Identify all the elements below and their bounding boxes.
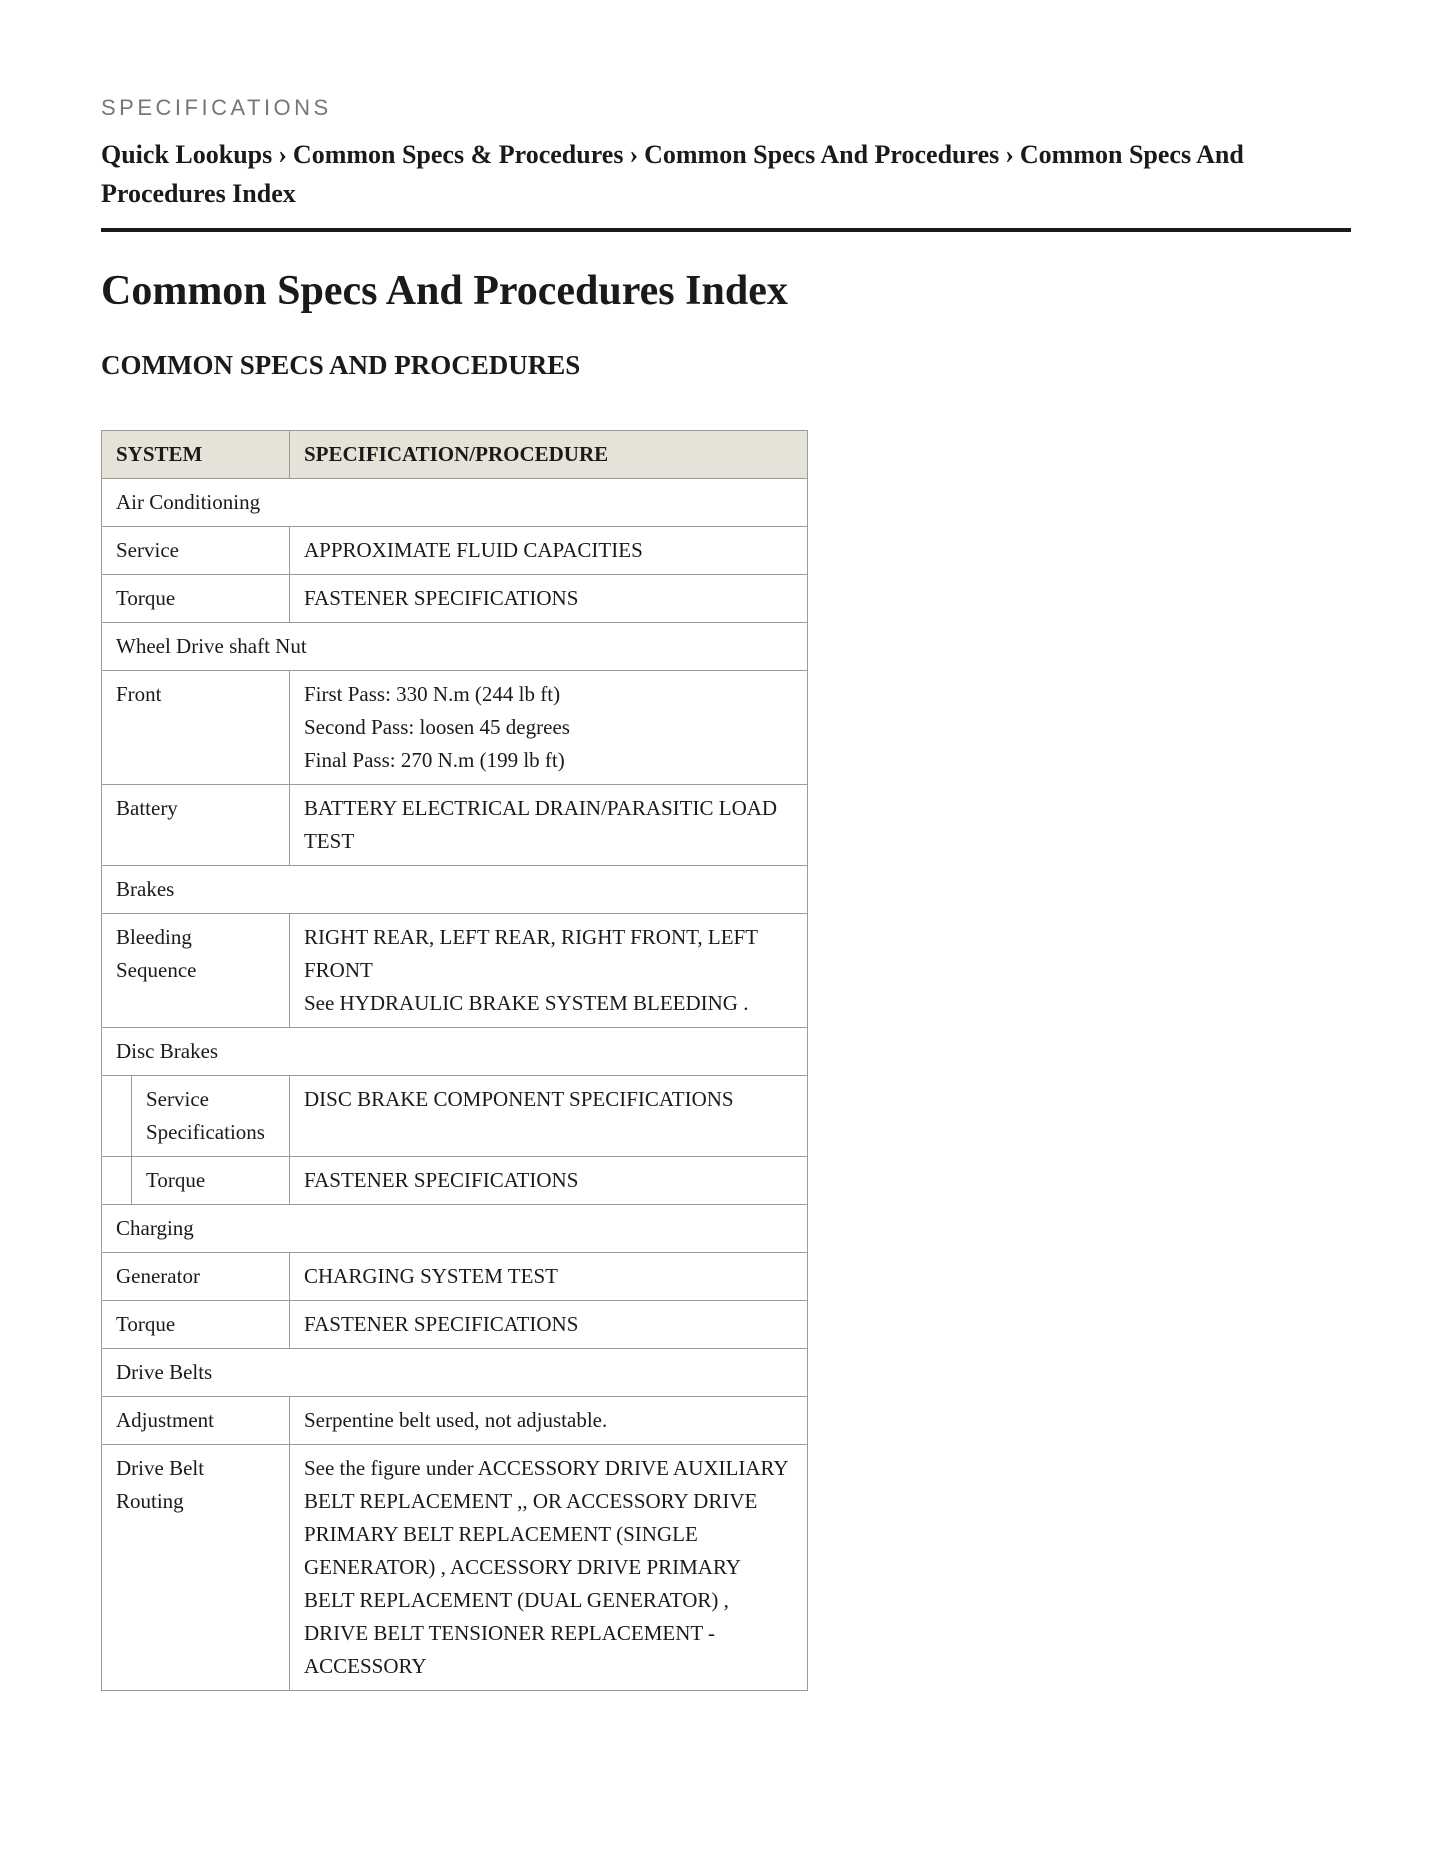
table-row-group [102,866,808,914]
specs-table [101,430,808,1691]
system-cell: Adjustment [102,1397,290,1445]
system-cell: Battery [102,785,290,866]
table-row [102,1253,808,1301]
system-cell: Torque [132,1157,290,1205]
breadcrumb-current: Common Specs And Procedures Index [101,140,1244,208]
spec-line: Serpentine belt used, not adjustable. [303,1408,608,1432]
spec-line: Final Pass: 270 N.m (199 lb ft) [303,748,565,772]
header-divider [101,228,1351,232]
page-subtitle: COMMON SPECS AND PROCEDURES [101,350,581,380]
table-row [102,1445,808,1691]
section-label: SPECIFICATIONS [101,95,332,120]
breadcrumb-item[interactable]: Common Specs And Procedures [644,140,1000,169]
spec-cell [289,671,807,785]
breadcrumb-separator: › [629,140,639,169]
system-cell: Generator [102,1253,290,1301]
system-cell: Torque [102,575,290,623]
table-header-row [102,431,808,479]
table-row [102,1397,808,1445]
indent-cell [102,1076,132,1157]
spec-link[interactable]: FASTENER SPECIFICATIONS [289,1157,807,1205]
spec-link[interactable]: APPROXIMATE FLUID CAPACITIES [289,527,807,575]
table-row-group [102,479,808,527]
breadcrumb-separator: › [278,140,287,169]
table-row-group [102,1349,808,1397]
system-cell: Front [102,671,290,785]
table-row [102,575,808,623]
spec-link[interactable]: CHARGING SYSTEM TEST [289,1253,807,1301]
table-row [102,1301,808,1349]
column-header-spec: SPECIFICATION/PROCEDURE [289,431,807,479]
spec-link[interactable]: DISC BRAKE COMPONENT SPECIFICATIONS [289,1076,807,1157]
table-row [102,785,808,866]
table-row [102,1157,808,1205]
breadcrumb-separator: › [1005,140,1014,169]
breadcrumb-item[interactable]: Quick Lookups [101,140,273,169]
spec-link[interactable]: FASTENER SPECIFICATIONS [289,1301,807,1349]
table-row [102,914,808,1028]
system-cell: Service [102,527,290,575]
system-group-label: Brakes [102,866,808,914]
spec-cell [289,1397,807,1445]
spec-line: Second Pass: loosen 45 degrees [303,715,570,739]
spec-link[interactable]: BATTERY ELECTRICAL DRAIN/PARASITIC LOAD TEST [289,785,807,866]
spec-line: RIGHT REAR, LEFT REAR, RIGHT FRONT, LEFT FRONT [303,925,758,982]
system-group-label: Charging [102,1205,808,1253]
table-row [102,671,808,785]
system-group-label: Drive Belts [102,1349,808,1397]
indent-cell [102,1157,132,1205]
spec-link[interactable]: See HYDRAULIC BRAKE SYSTEM BLEEDING . [303,991,749,1015]
table-row-group [102,623,808,671]
spec-link[interactable]: See the figure under ACCESSORY DRIVE AUXILIARY BELT REPLACEMENT ,, OR ACCESSORY DRIVE PRIMARY BELT REPLACEMENT (SINGLE GENERATOR) , ACCESSORY DRIVE PRIMARY BELT REPLACEMENT (DUAL GENERATOR) , DRIVE BELT TENSIONER REPLACEMENT - ACCESSORY [289,1445,807,1691]
table-row [102,1076,808,1157]
breadcrumb-item[interactable]: Common Specs & Procedures [292,140,624,169]
spec-cell [289,914,807,1028]
system-cell: Drive Belt Routing [102,1445,290,1691]
table-row-subgroup [102,1028,808,1076]
table-row [102,527,808,575]
system-cell: Bleeding Sequence [102,914,290,1028]
page-title: Common Specs And Procedures Index [101,268,788,314]
spec-link[interactable]: FASTENER SPECIFICATIONS [289,575,807,623]
system-group-label: Air Conditioning [102,479,808,527]
system-group-label: Wheel Drive shaft Nut [102,623,808,671]
spec-line: First Pass: 330 N.m (244 lb ft) [303,682,561,706]
table-row-group [102,1205,808,1253]
system-cell: Service Specifications [132,1076,290,1157]
system-subgroup-label: Disc Brakes [102,1028,808,1076]
system-cell: Torque [102,1301,290,1349]
breadcrumb [101,135,1351,213]
column-header-system: SYSTEM [102,431,290,479]
